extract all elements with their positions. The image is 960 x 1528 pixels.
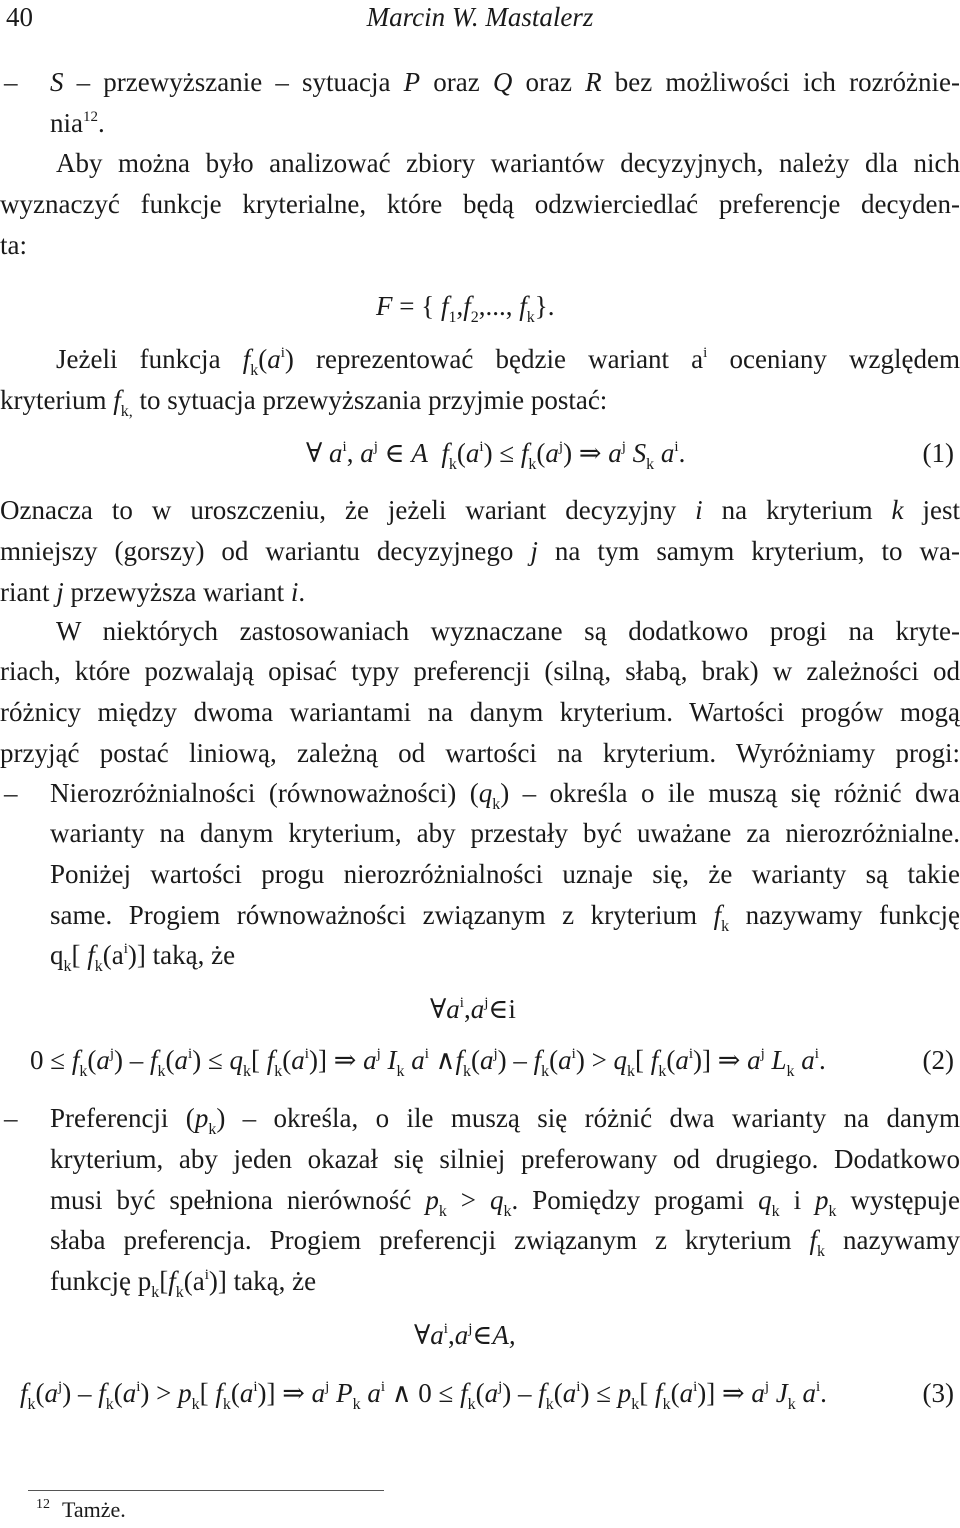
equation-2: $0 \le f_k(a^j) - f_k(a^i) \le q_k$[ $f_k(a^i)$] ⇒ $a^j$ $I_k$ $a^i$ $\wedge f_k(a^j) - f_k(a^i) > q_k$[ $f_k(a^i)$] ⇒ $a^j$ $L_k$ $a^i$. [30, 1045, 826, 1080]
equation-number-2: (2) [922, 1045, 954, 1075]
list-item-q-line: $q_k$[ $f_k(a^i)$] taką, że [50, 940, 236, 975]
list-item-q-line: warianty na danym kryterium, aby przestały być uważane za nierozróżnialne. [50, 818, 960, 848]
footnote-mark: 12 [36, 1497, 50, 1512]
equation-number-1: (1) [922, 438, 954, 468]
equation-number-3: (3) [922, 1378, 954, 1408]
paragraph-line: przyjąć postać liniową, zależną od wartości na kryterium. Wyróżniamy progi: [0, 738, 960, 768]
formula-quantifier-3: $\forall a^i,a^j\in A$, [414, 1320, 516, 1350]
list-item-p-line: musi być spełniona nierówność $p_k > q_k$. Pomiędzy progami $q_k$ i $p_k$ występuje [50, 1185, 960, 1220]
page-number: 40 [6, 2, 33, 32]
paragraph-line: mniejszy (gorszy) od wariantu decyzyjnego j na tym samym kryterium, to wa- [0, 536, 960, 566]
list-item-p-line: – Preferencji $(p_k)$ – określa, o ile muszą się różnić dwa warianty na danym [4, 1103, 960, 1138]
footnote-reference: 12 [83, 109, 98, 125]
list-item-s-line2: nia$^{12}$. [50, 108, 105, 138]
paragraph-line: wyznaczyć funkcje kryterialne, które będą odzwierciedlać preferencje decyden- [0, 189, 960, 219]
equation-1: ∀ $a^i$, $a^j$ ∈ A $f_k(a^i) \le f_k(a^j)$ ⇒ $a^j$ $S_k$ $a^i$. [306, 438, 686, 473]
list-item-q-line: Poniżej wartości progu nierozróżnialności uznaje się, że warianty są takie [50, 859, 960, 889]
paragraph-line: Oznacza to w uroszczeniu, że jeżeli wariant decyzyjny i na kryterium k jest [0, 495, 960, 525]
footnote-separator [28, 1490, 384, 1491]
paragraph-line: różnicy między dwoma wariantami na danym kryterium. Wartości progów mogą [0, 697, 960, 727]
paragraph-line: riach, które pozwalają opisać typy preferencji (silną, słabą, brak) w zależności od [0, 656, 960, 686]
list-item-p-line: kryterium, aby jeden okazał się silniej preferowany od drugiego. Dodatkowo [50, 1144, 960, 1174]
paragraph-line: Jeżeli funkcja $f_k(a^i)$ reprezentować będzie wariant $a^i$ oceniany względem [56, 344, 960, 379]
paragraph-line: riant j przewyższa wariant i. [0, 577, 306, 607]
list-item-q-line: – Nierozróżnialności (równoważności) $(q_k)$ – określa o ile muszą się różnić dwa [4, 778, 960, 813]
list-item-q-line: same. Progiem równoważności związanym z kryterium $f_k$ nazywamy funkcję [50, 900, 960, 935]
running-header-author: Marcin W. Mastalerz [366, 2, 594, 32]
paragraph-line: W niektórych zastosowaniach wyznaczane są dodatkowo progi na kryte- [56, 616, 960, 646]
formula-criteria-set: F = { $f_1,f_2$,..., $f_k$}. [376, 291, 555, 326]
list-item-p-line: słaba preferencja. Progiem preferencji związanym z kryterium $f_k$ nazywamy [50, 1225, 960, 1260]
paragraph-line: Aby można było analizować zbiory wariantów decyzyjnych, należy dla nich [56, 148, 960, 178]
paragraph-line: ta: [0, 230, 27, 260]
paragraph-line: kryterium $f_{k,}$ to sytuacja przewyższania przyjmie postać: [0, 385, 608, 420]
footnote [36, 1496, 126, 1528]
footnote-text: Tamże. [62, 1497, 126, 1522]
list-item-s-line1: – S – przewyższanie – sytuacja P oraz Q oraz R bez możliwości ich rozróżnie- [4, 67, 960, 97]
formula-quantifier-2: $\forall a^i,a^j\in i$ [430, 994, 516, 1024]
list-item-p-line: funkcję $p_k[f_k(a^i)]$ taką, że [50, 1266, 317, 1301]
equation-3: $f_k(a^j) - f_k(a^i) > p_k$[ $f_k(a^i)$] ⇒ $a^j$ $P_k$ $a^i$ ∧ $0 \le f_k(a^j) - f_k(a^i) \le p_k$[ $f_k(a^i)$] ⇒ $a^j$ $J_k$ $a^i$. [20, 1378, 827, 1413]
